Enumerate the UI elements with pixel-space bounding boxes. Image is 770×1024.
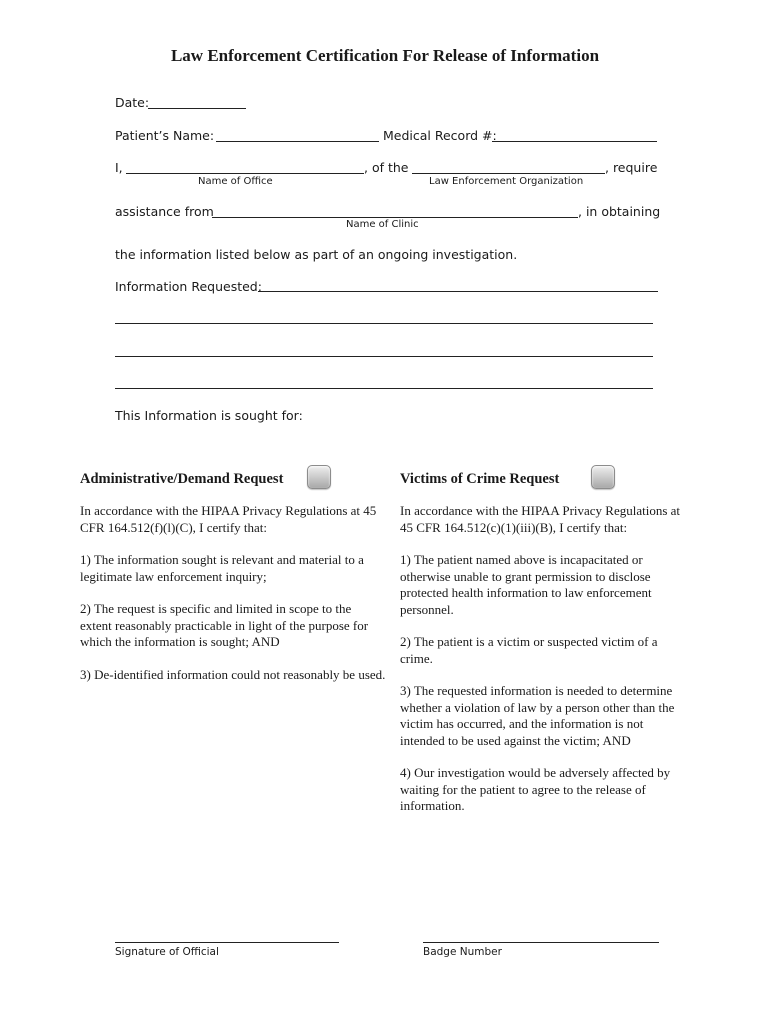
signature-of-official-label: Signature of Official xyxy=(115,946,219,958)
administrative-paragraph: 2) The request is specific and limited in scope to the extent reasonably practicable in light of the purpose for which the information is sought; AND xyxy=(80,601,369,649)
of-the-label: , of the xyxy=(364,160,409,175)
signature-of-official-field[interactable] xyxy=(115,942,339,943)
require-label: , require xyxy=(605,160,658,175)
date-label: Date: xyxy=(115,95,150,110)
administrative-request-text xyxy=(80,503,386,699)
assistance-from-label: assistance from xyxy=(115,204,214,219)
name-of-office-caption: Name of Office xyxy=(198,176,273,187)
medical-record-label: Medical Record #: xyxy=(383,128,497,143)
administrative-paragraph: In accordance with the HIPAA Privacy Regulations at 45 CFR 164.512(f)(l)(C), I certify that: xyxy=(80,503,377,535)
administrative-request-heading: Administrative/Demand Request xyxy=(80,471,284,487)
form-title: Law Enforcement Certification For Release of Information xyxy=(170,46,600,65)
victims-paragraph: 4) Our investigation would be adversely affected by waiting for the patient to agree to the release of information. xyxy=(400,765,671,813)
information-requested-line-3[interactable] xyxy=(115,356,653,357)
victims-paragraph: 1) The patient named above is incapacitated or otherwise unable to grant permission to disclose protected health information to law enforcement personnel. xyxy=(400,552,652,617)
information-requested-field[interactable] xyxy=(258,291,658,292)
i-label: I, xyxy=(115,160,123,175)
victims-paragraph: In accordance with the HIPAA Privacy Regulations at 45 CFR 164.512(c)(1)(iii)(B), I certify that: xyxy=(400,503,681,535)
law-enforcement-org-caption: Law Enforcement Organization xyxy=(429,176,584,187)
name-of-office-field[interactable] xyxy=(126,173,364,174)
patient-name-field[interactable] xyxy=(216,141,379,142)
in-obtaining-label: , in obtaining xyxy=(578,204,661,219)
date-field[interactable] xyxy=(148,108,246,109)
name-of-clinic-caption: Name of Clinic xyxy=(346,219,419,230)
sought-for-label: This Information is sought for: xyxy=(115,408,303,423)
medical-record-field[interactable] xyxy=(492,141,657,142)
administrative-paragraph: 1) The information sought is relevant and material to a legitimate law enforcement inquiry; xyxy=(80,552,364,584)
administrative-request-checkbox[interactable] xyxy=(307,465,331,489)
information-requested-label: Information Requested: xyxy=(115,279,262,294)
administrative-paragraph: 3) De-identified information could not reasonably be used. xyxy=(80,666,386,682)
badge-number-field[interactable] xyxy=(423,942,659,943)
patient-name-label: Patient’s Name: xyxy=(115,128,215,143)
badge-number-label: Badge Number xyxy=(423,946,502,958)
victims-paragraph: 3) The requested information is needed to determine whether a violation of law by a person other than the victim has occurred, and the information is not intended to be used against the victim; AND xyxy=(400,683,675,748)
information-requested-line-2[interactable] xyxy=(115,323,653,324)
victims-request-heading: Victims of Crime Request xyxy=(400,471,560,487)
information-requested-line-4[interactable] xyxy=(115,388,653,389)
victims-paragraph: 2) The patient is a victim or suspected victim of a crime. xyxy=(400,634,658,666)
info-listed-text: the information listed below as part of an ongoing investigation. xyxy=(115,247,518,262)
victims-request-checkbox[interactable] xyxy=(591,465,615,489)
law-enforcement-org-field[interactable] xyxy=(412,173,605,174)
name-of-clinic-field[interactable] xyxy=(212,217,578,218)
victims-request-text xyxy=(400,503,682,831)
